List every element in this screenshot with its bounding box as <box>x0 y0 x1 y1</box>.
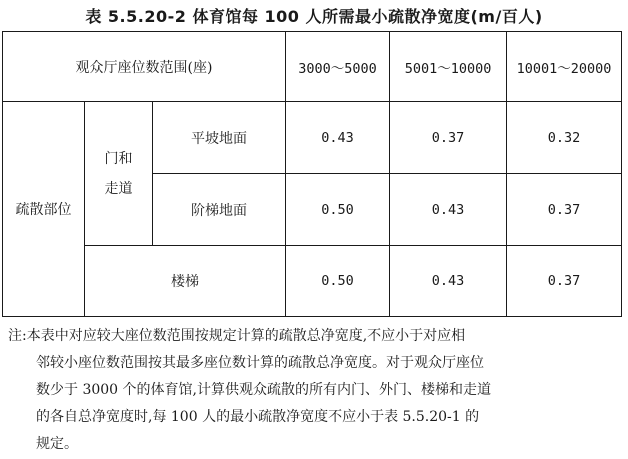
row-label-stepped-floor: 阶梯地面 <box>153 174 286 246</box>
subgroup-label-line2: 走道 <box>104 180 133 197</box>
table-cell: 0.37 <box>390 102 507 174</box>
column-header-2: 5001～10000 <box>390 32 507 102</box>
table-cell: 0.43 <box>390 174 507 246</box>
table-row <box>3 102 622 174</box>
note-line: 的各自总净宽度时,每 100 人的最小疏散净宽度不应小于表 5.5.20-1 的 <box>36 409 480 425</box>
table-cell: 0.37 <box>507 174 622 246</box>
note-line: 数少于 3000 个的体育馆,计算供观众疏散的所有内门、外门、楼梯和走道 <box>36 382 491 398</box>
column-header-3: 10001～20000 <box>507 32 622 102</box>
row-label-stairs: 楼梯 <box>85 246 286 317</box>
column-header-1: 3000～5000 <box>286 32 390 102</box>
table-cell: 0.50 <box>286 174 390 246</box>
table-cell: 0.32 <box>507 102 622 174</box>
row-label-flat-floor: 平坡地面 <box>153 102 286 174</box>
table-cell: 0.50 <box>286 246 390 317</box>
table-cell: 0.43 <box>390 246 507 317</box>
note-line: 规定。 <box>36 436 78 452</box>
row-group-label: 疏散部位 <box>3 102 85 317</box>
table-header-row <box>3 32 622 102</box>
table-cell: 0.37 <box>507 246 622 317</box>
table-title: 表 5.5.20-2 体育馆每 100 人所需最小疏散净宽度(m/百人) <box>85 7 543 26</box>
subgroup-label-line1: 门和 <box>104 150 133 167</box>
table-row <box>3 246 622 317</box>
header-range-label: 观众厅座位数范围(座) <box>3 32 286 102</box>
evacuation-width-table <box>2 31 622 317</box>
note-line: 邻较小座位数范围按其最多座位数计算的疏散总净宽度。对于观众厅座位 <box>36 355 484 371</box>
table-cell: 0.43 <box>286 102 390 174</box>
table-note <box>8 323 626 458</box>
subgroup-label <box>85 102 153 246</box>
note-line: 注:本表中对应较大座位数范围按规定计算的疏散总净宽度,不应小于对应相 <box>8 328 466 344</box>
